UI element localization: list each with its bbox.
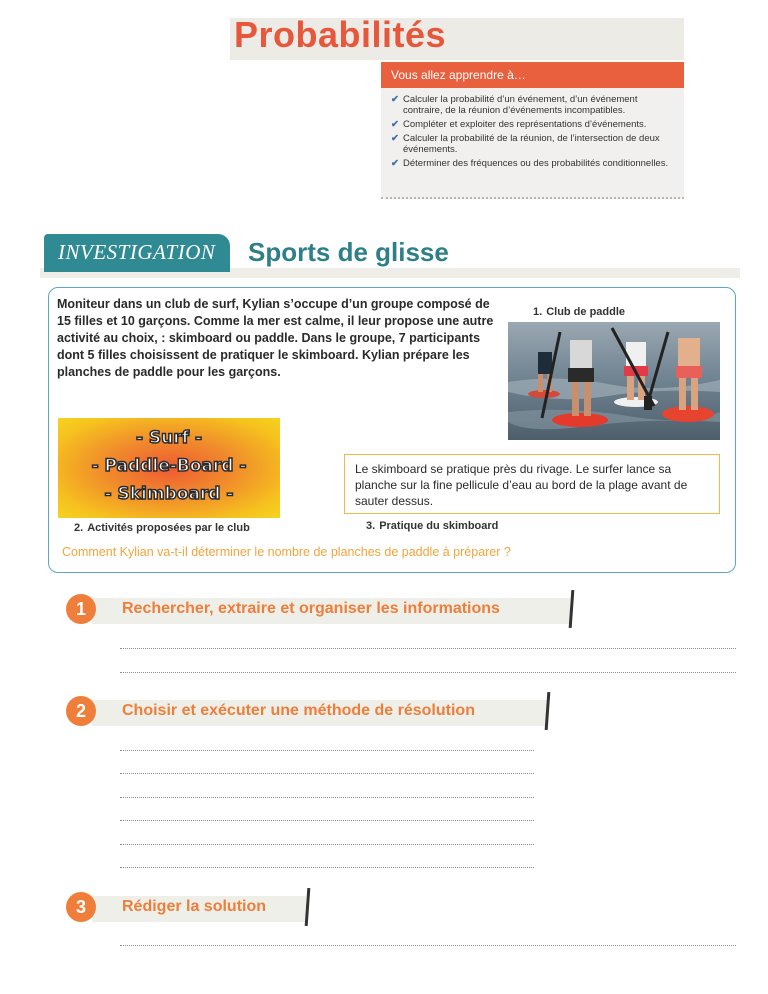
objective-item: ✔ Calculer la probabilité de la réunion, de l’intersection de deux événements. — [391, 133, 660, 155]
step1-label: Rechercher, extraire et organiser les informations — [122, 600, 500, 617]
answer-line[interactable] — [120, 820, 534, 821]
activities-poster — [58, 418, 280, 518]
check-icon: ✔ — [391, 119, 399, 130]
step3-label: Rédiger la solution — [122, 898, 267, 915]
activity-paddle-board: - Paddle-Board - — [91, 456, 247, 476]
learning-objectives-heading: Vous allez apprendre à… — [381, 62, 684, 88]
intro-text: Moniteur dans un club de surf, Kylian s’occupe d’un groupe composé de 15 filles et 10 garçons. Comme la mer est calme, il leur propose une autre activité au choix, : skimboard ou paddle. Dans le groupe, 7 participants dont 5 filles choisissent de pratiquer le skimboard. Kylian prépare les planches de paddle pour les garçons. — [57, 297, 494, 379]
step1-number: 1 — [66, 594, 96, 624]
answer-line[interactable] — [120, 797, 534, 798]
activity-skimboard: - Skimboard - — [104, 484, 234, 504]
answer-line[interactable] — [120, 773, 534, 774]
answer-line[interactable] — [120, 648, 736, 649]
check-icon: ✔ — [391, 94, 399, 105]
page-title: Probabilités — [234, 14, 447, 55]
step2-divider — [545, 692, 551, 730]
investigation-title: Sports de glisse — [248, 237, 449, 267]
answer-line[interactable] — [120, 844, 534, 845]
answer-line[interactable] — [120, 867, 534, 868]
objective-item: ✔ Compléter et exploiter des représentations d’événements. — [391, 119, 647, 130]
doc3-label: 3. Pratique du skimboard — [366, 520, 499, 532]
skimboard-description: Le skimboard se pratique près du rivage. Le surfer lance sa planche sur la fine pellicule d’eau au bord de la plage avant de sauter dessus. — [344, 454, 720, 514]
learning-objectives-list — [391, 94, 677, 172]
activity-surf: - Surf - — [135, 428, 203, 448]
check-icon: ✔ — [391, 133, 399, 144]
answer-line[interactable] — [120, 945, 736, 946]
step2-label: Choisir et exécuter une méthode de résolution — [122, 702, 475, 719]
step2-number: 2 — [66, 696, 96, 726]
learning-objectives-box — [381, 62, 684, 199]
step3-divider — [305, 888, 311, 926]
answer-line[interactable] — [120, 672, 736, 673]
answer-line[interactable] — [120, 750, 534, 751]
paddle-club-photo — [508, 322, 720, 440]
problem-question: Comment Kylian va-t-il déterminer le nombre de planches de paddle à préparer ? — [62, 545, 511, 559]
doc1-label: 1. Club de paddle — [533, 306, 626, 318]
doc2-label: 2. Activités proposées par le club — [74, 522, 250, 534]
check-icon: ✔ — [391, 158, 399, 169]
objective-item: ✔ Calculer la probabilité d’un événement, d’un événement contraire, de la réunion d’événements incompatibles. — [391, 94, 638, 116]
investigation-tag: INVESTIGATION — [44, 234, 230, 272]
step3-number: 3 — [66, 892, 96, 922]
step1-divider — [569, 590, 575, 628]
objective-item: ✔ Déterminer des fréquences ou des probabilités conditionnelles. — [391, 158, 669, 169]
